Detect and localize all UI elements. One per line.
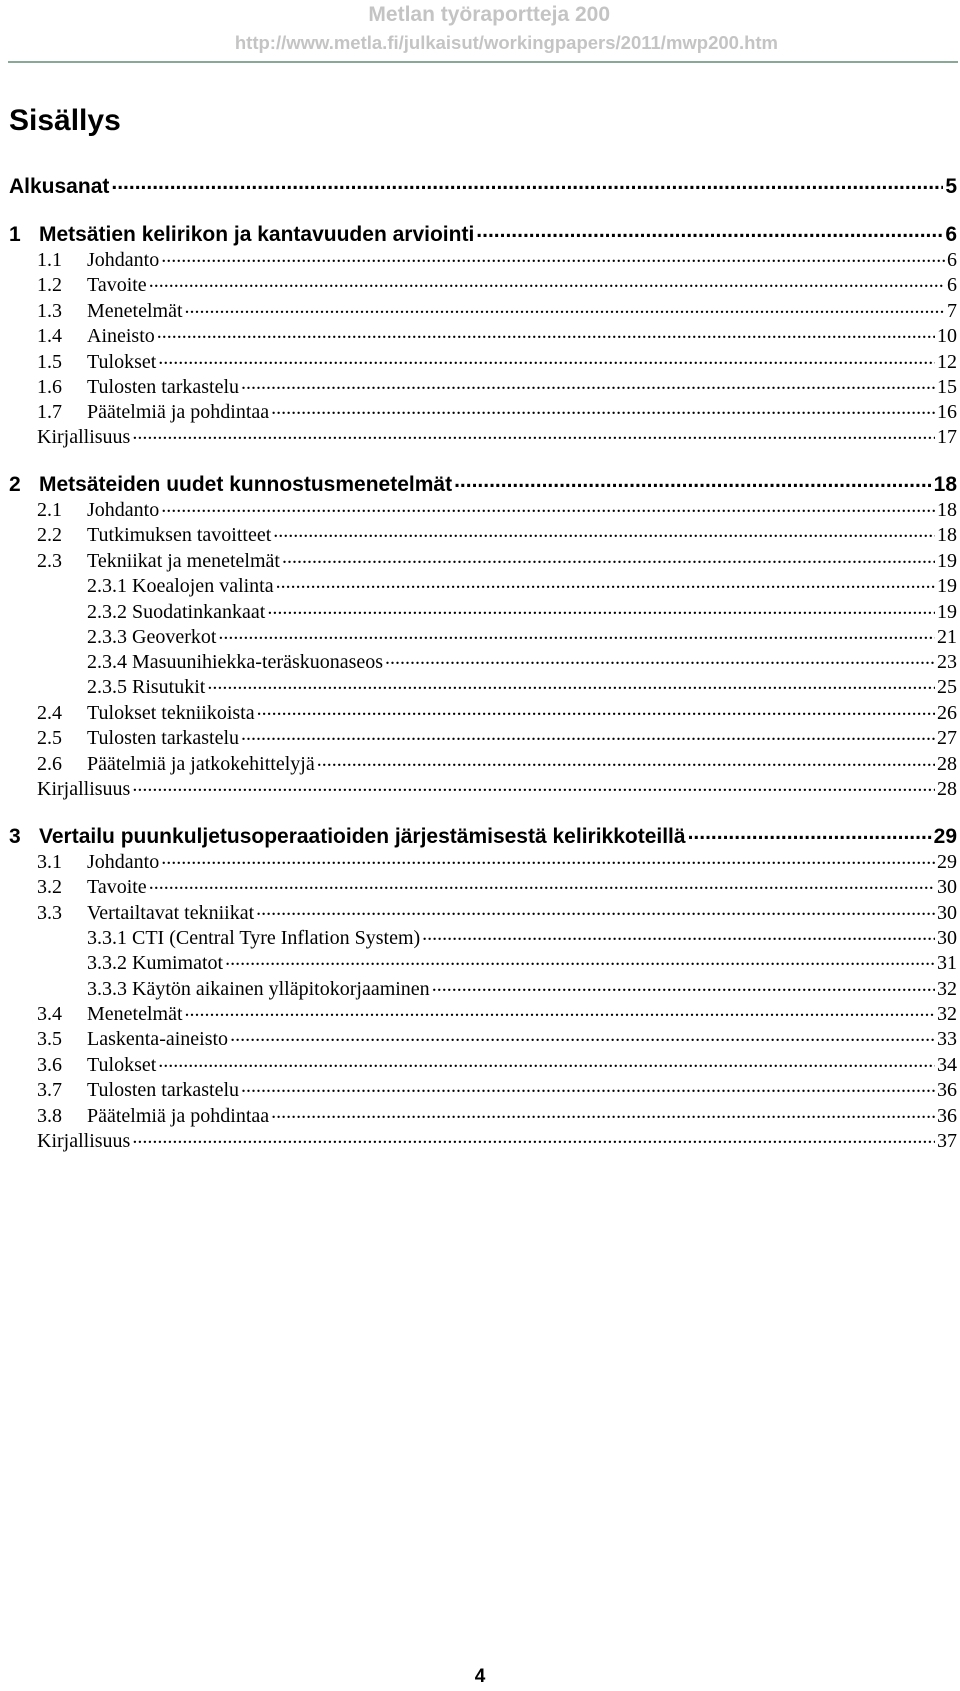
toc-entry-label: Tulosten tarkastelu (87, 1079, 240, 1101)
toc-entry-label: 2.3.2 Suodatinkankaat (87, 601, 266, 623)
toc-section-entry[interactable] (37, 750, 957, 774)
toc-subsection-entry[interactable] (87, 648, 957, 672)
toc-entry-page: 32 (937, 978, 957, 1000)
toc-entry-label: 3.3.2 Kumimatot (87, 952, 224, 974)
toc-section-entry[interactable] (37, 1025, 957, 1049)
toc-entry-label: Menetelmät (87, 300, 183, 322)
toc-entry-number: 3.1 (37, 851, 62, 873)
toc-entry-number: 3.8 (37, 1105, 62, 1127)
toc-section-entry[interactable] (37, 322, 957, 346)
toc-entry-label: Kirjallisuus (37, 426, 131, 448)
dot-leader (271, 398, 935, 418)
toc-section-entry[interactable] (37, 873, 957, 897)
dot-leader (256, 899, 935, 919)
toc-entry-number: 3 (9, 825, 21, 848)
toc-chapter-entry[interactable] (9, 470, 957, 495)
toc-entry-label: 3.3.3 Käytön aikainen ylläpitokorjaaminen (87, 978, 430, 1000)
toc-entry-page: 19 (937, 601, 957, 623)
toc-entry-label: Päätelmiä ja pohdintaa (87, 1105, 270, 1127)
toc-entry-page: 16 (937, 401, 957, 423)
toc-entry-number: 2.4 (37, 702, 62, 724)
toc-entry-label: Johdanto (87, 499, 160, 521)
series-title: Metlan työraportteja 200 (368, 3, 610, 26)
toc-entry-page: 34 (937, 1054, 957, 1076)
toc-subsection-entry[interactable] (87, 975, 957, 999)
toc-entry-number: 1.3 (37, 300, 62, 322)
dot-leader (276, 572, 935, 592)
toc-entry-number: 1 (9, 223, 21, 246)
toc-section-entry[interactable] (37, 246, 957, 270)
toc-entry-label: 2.3.1 Koealojen valinta (87, 575, 274, 597)
toc-entry-page: 29 (937, 851, 957, 873)
dot-leader (185, 297, 945, 317)
toc-entry-page: 18 (933, 473, 957, 496)
dot-leader (476, 220, 943, 241)
toc-entry-page: 33 (937, 1028, 957, 1050)
toc-entry-label: Tulokset (87, 351, 157, 373)
dot-leader (385, 648, 935, 668)
toc-entry-label: Kirjallisuus (37, 1130, 131, 1152)
toc-chapter-entry[interactable] (9, 822, 957, 847)
toc-entry-number: 3.7 (37, 1079, 62, 1101)
toc-chapter-entry[interactable] (9, 172, 957, 197)
toc-entry-label: Päätelmiä ja pohdintaa (87, 401, 270, 423)
toc-section-entry[interactable] (37, 1000, 957, 1024)
toc-entry-label: 2.3.3 Geoverkot (87, 626, 217, 648)
dot-leader (111, 172, 943, 193)
toc-entry-page: 23 (937, 651, 957, 673)
toc-entry-page: 6 (945, 223, 957, 246)
page-number: 4 (474, 1666, 486, 1687)
toc-section-entry[interactable] (37, 348, 957, 372)
toc-entry-page: 37 (937, 1130, 957, 1152)
toc-entry-number: 3.2 (37, 876, 62, 898)
toc-entry-label: Johdanto (87, 249, 160, 271)
toc-entry-label: Vertailu puunkuljetusoperaatioiden järjestämisestä kelirikkoteillä (39, 825, 686, 848)
dot-leader (132, 775, 935, 795)
toc-section-entry[interactable] (37, 423, 957, 447)
toc-entry-label: Tavoite (87, 274, 147, 296)
toc-entry-page: 27 (937, 727, 957, 749)
toc-entry-page: 15 (937, 376, 957, 398)
toc-entry-label: Tulokset tekniikoista (87, 702, 255, 724)
toc-section-entry[interactable] (37, 547, 957, 571)
toc-entry-label: Vertailtavat tekniikat (87, 902, 255, 924)
toc-chapter-entry[interactable] (9, 220, 957, 245)
toc-entry-page: 12 (937, 351, 957, 373)
publication-url[interactable]: http://www.metla.fi/julkaisut/workingpapers/2011/mwp200.htm (234, 32, 778, 53)
toc-entry-label: Laskenta-aineisto (87, 1028, 229, 1050)
dot-leader (218, 623, 935, 643)
toc-entry-label: Johdanto (87, 851, 160, 873)
dot-leader (273, 521, 935, 541)
toc-entry-page: 29 (933, 825, 957, 848)
toc-entry-number: 1.5 (37, 351, 62, 373)
dot-leader (157, 322, 935, 342)
toc-entry-label: Aineisto (87, 325, 155, 347)
dot-leader (241, 1076, 935, 1096)
toc-entry-page: 6 (947, 274, 957, 296)
toc-entry-number: 1.4 (37, 325, 62, 347)
toc-entry-page: 18 (937, 524, 957, 546)
toc-entry-label: Päätelmiä ja jatkokehittelyjä (87, 753, 315, 775)
dot-leader (271, 1102, 935, 1122)
page-header (0, 0, 960, 62)
dot-leader (149, 271, 945, 291)
toc-section-entry[interactable] (37, 297, 957, 321)
toc-entry-label: Tulosten tarkastelu (87, 376, 240, 398)
toc-entry-page: 30 (937, 902, 957, 924)
dot-leader (282, 547, 935, 567)
toc-entry-number: 2.1 (37, 499, 62, 521)
toc-section-entry[interactable] (37, 1076, 957, 1100)
toc-entry-page: 28 (937, 778, 957, 800)
toc-section-entry[interactable] (37, 699, 957, 723)
toc-entry-page: 32 (937, 1003, 957, 1025)
dot-leader (241, 373, 935, 393)
toc-subsection-entry[interactable] (87, 623, 957, 647)
toc-entry-page: 36 (937, 1105, 957, 1127)
toc-entry-label: Tulosten tarkastelu (87, 727, 240, 749)
dot-leader (225, 949, 935, 969)
toc-entry-label: 3.3.1 CTI (Central Tyre Inflation System) (87, 927, 421, 949)
dot-leader (185, 1000, 935, 1020)
toc-section-entry[interactable] (37, 848, 957, 872)
toc-entry-page: 19 (937, 575, 957, 597)
dot-leader (161, 848, 935, 868)
toc-entry-label: Menetelmät (87, 1003, 183, 1025)
toc-entry-number: 2.5 (37, 727, 62, 749)
toc-section-entry[interactable] (37, 724, 957, 748)
toc-entry-number: 3.5 (37, 1028, 62, 1050)
toc-entry-label: Tekniikat ja menetelmät (87, 550, 280, 572)
toc-entry-page: 26 (937, 702, 957, 724)
dot-leader (161, 496, 935, 516)
dot-leader (688, 822, 932, 843)
toc-section-entry[interactable] (37, 1051, 957, 1075)
toc-entry-number: 3.3 (37, 902, 62, 924)
toc-entry-number: 2.2 (37, 524, 62, 546)
toc-section-entry[interactable] (37, 521, 957, 545)
dot-leader (149, 873, 935, 893)
dot-leader (422, 924, 935, 944)
toc-section-entry[interactable] (37, 398, 957, 422)
toc-entry-number: 1.2 (37, 274, 62, 296)
dot-leader (161, 246, 945, 266)
toc-subsection-entry[interactable] (87, 598, 957, 622)
toc-entry-page: 18 (937, 499, 957, 521)
toc-section-entry[interactable] (37, 373, 957, 397)
toc-entry-number: 3.6 (37, 1054, 62, 1076)
dot-leader (317, 750, 935, 770)
toc-entry-page: 30 (937, 927, 957, 949)
toc-entry-number: 2.6 (37, 753, 62, 775)
toc-entry-page: 17 (937, 426, 957, 448)
toc-entry-number: 1.7 (37, 401, 62, 423)
toc-entry-label: Kirjallisuus (37, 778, 131, 800)
toc-entry-page: 6 (947, 249, 957, 271)
dot-leader (454, 470, 932, 491)
dot-leader (432, 975, 935, 995)
toc-entry-page: 25 (937, 676, 957, 698)
toc-section-entry[interactable] (37, 899, 957, 923)
toc-subsection-entry[interactable] (87, 949, 957, 973)
toc-entry-page: 10 (937, 325, 957, 347)
toc-subsection-entry[interactable] (87, 572, 957, 596)
toc-entry-label: Tavoite (87, 876, 147, 898)
toc-entry-page: 7 (947, 300, 957, 322)
toc-entry-label: Tutkimuksen tavoitteet (87, 524, 272, 546)
toc-subsection-entry[interactable] (87, 924, 957, 948)
toc-section-entry[interactable] (37, 775, 957, 799)
dot-leader (267, 598, 935, 618)
toc-entry-number: 3.4 (37, 1003, 62, 1025)
toc-entry-page: 19 (937, 550, 957, 572)
toc-entry-number: 1.1 (37, 249, 62, 271)
toc-entry-page: 31 (937, 952, 957, 974)
toc-entry-label: Metsäteiden uudet kunnostusmenetelmät (39, 473, 453, 496)
dot-leader (132, 423, 935, 443)
toc-subsection-entry[interactable] (87, 673, 957, 697)
toc-entry-number: 1.6 (37, 376, 62, 398)
toc-entry-label: Tulokset (87, 1054, 157, 1076)
toc-entry-label: Metsätien kelirikon ja kantavuuden arviointi (39, 223, 475, 246)
dot-leader (257, 699, 935, 719)
toc-entry-label: 2.3.5 Risutukit (87, 676, 206, 698)
toc-section-entry[interactable] (37, 1127, 957, 1151)
toc-entry-number: 2.3 (37, 550, 62, 572)
dot-leader (207, 673, 935, 693)
dot-leader (158, 348, 935, 368)
toc-section-entry[interactable] (37, 271, 957, 295)
toc-entry-label: 2.3.4 Masuunihiekka-teräskuonaseos (87, 651, 384, 673)
toc-entry-page: 21 (937, 626, 957, 648)
toc-section-entry[interactable] (37, 1102, 957, 1126)
toc-entry-page: 30 (937, 876, 957, 898)
toc-section-entry[interactable] (37, 496, 957, 520)
dot-leader (132, 1127, 935, 1147)
toc-entry-page: 5 (945, 175, 957, 198)
dot-leader (241, 724, 935, 744)
header-divider (8, 61, 958, 63)
toc-entry-page: 28 (937, 753, 957, 775)
dot-leader (230, 1025, 935, 1045)
toc-entry-label: Alkusanat (9, 175, 110, 198)
toc-entry-number: 2 (9, 473, 21, 496)
page-title: Sisällys (9, 104, 121, 137)
dot-leader (158, 1051, 935, 1071)
toc-entry-page: 36 (937, 1079, 957, 1101)
